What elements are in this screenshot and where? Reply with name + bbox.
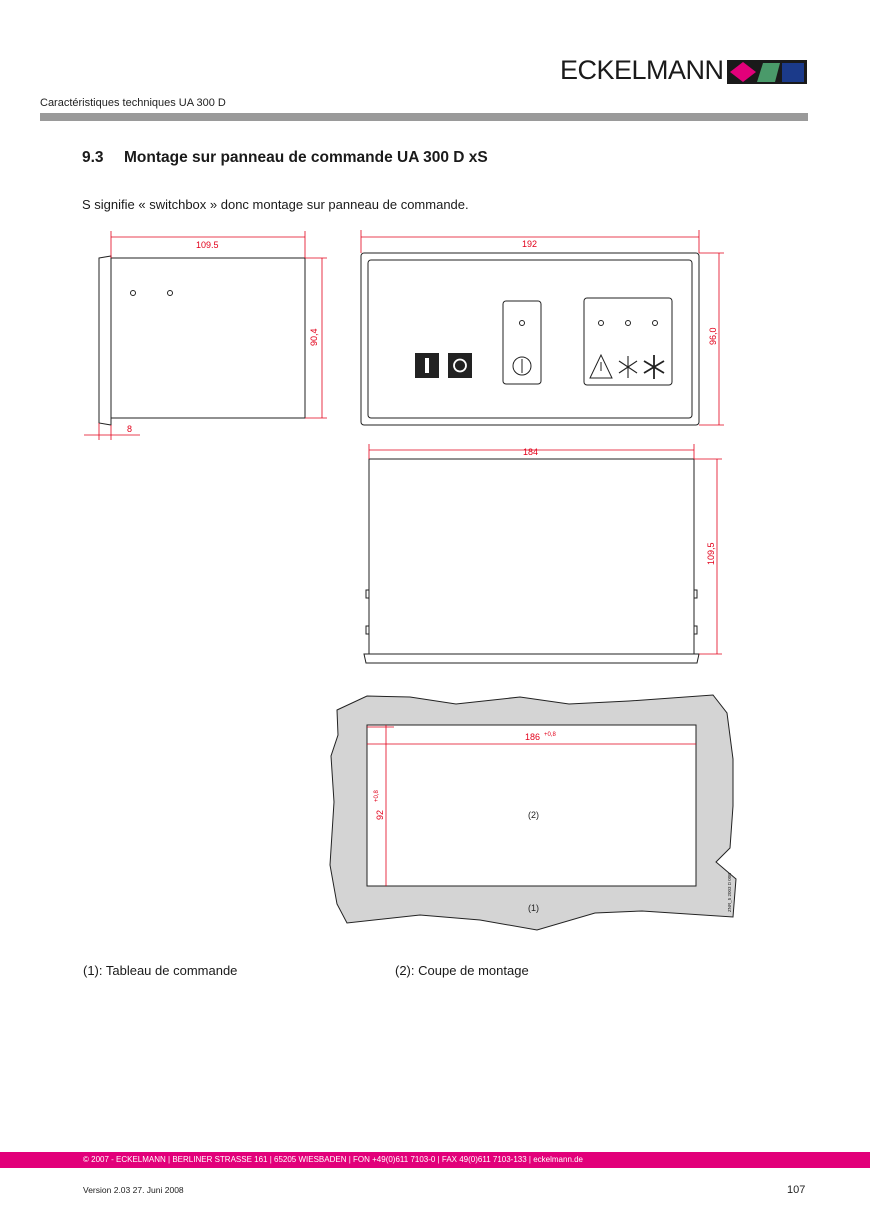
mounting-cutout xyxy=(367,725,696,886)
front-width-label: 192 xyxy=(522,239,538,249)
cutout-height-tolerance: +0,8 xyxy=(374,790,380,802)
cutout-label: (2) xyxy=(528,810,539,820)
snowflake-icon xyxy=(619,356,637,378)
side-height-label: 90,4 xyxy=(309,328,319,346)
drawing-id: ZNR_5 2003 D 00B xyxy=(727,872,732,912)
top-depth-label: 109,5 xyxy=(706,542,716,565)
brand-logo-text: ECKELMANN xyxy=(560,55,724,85)
top-view xyxy=(364,459,699,663)
cutout-width-tolerance: +0,8 xyxy=(544,732,556,738)
side-view xyxy=(99,256,305,425)
header-title: Caractéristiques techniques UA 300 D xyxy=(40,97,226,109)
legend-item-panel: (1): Tableau de commande xyxy=(83,963,238,978)
front-view xyxy=(361,253,699,425)
page-number: 107 xyxy=(787,1184,806,1196)
switch-off-icon xyxy=(448,353,472,378)
section-number: 9.3 xyxy=(82,149,104,166)
cutout-height-label: 92 xyxy=(375,809,385,820)
intro-text: S signifie « switchbox » donc montage sur panneau de commande. xyxy=(82,197,469,212)
side-width-label: 109.5 xyxy=(196,240,219,250)
side-depth-label: 8 xyxy=(127,424,133,434)
side-view-dimensions xyxy=(84,231,327,440)
front-view-dimensions xyxy=(361,230,724,425)
panel-label: (1) xyxy=(528,903,539,913)
front-height-label: 96,0 xyxy=(708,327,718,345)
cutout-width-label: 186 xyxy=(525,732,541,742)
version-info: Version 2.03 27. Juni 2008 xyxy=(83,1185,184,1195)
legend-item-cutout: (2): Coupe de montage xyxy=(395,963,529,978)
section-title: Montage sur panneau de commande UA 300 D xS xyxy=(124,149,488,166)
snowflake-bold-icon xyxy=(644,355,664,379)
top-view-dimensions xyxy=(369,444,722,654)
footer-contact: © 2007 - ECKELMANN | BERLINER STRASSE 161 | 65205 WIESBADEN | FON +49(0)611 7103-0 | FAX 49(0)611 7103-133 | eckelmann.de xyxy=(83,1155,584,1164)
top-width-label: 184 xyxy=(523,447,539,457)
